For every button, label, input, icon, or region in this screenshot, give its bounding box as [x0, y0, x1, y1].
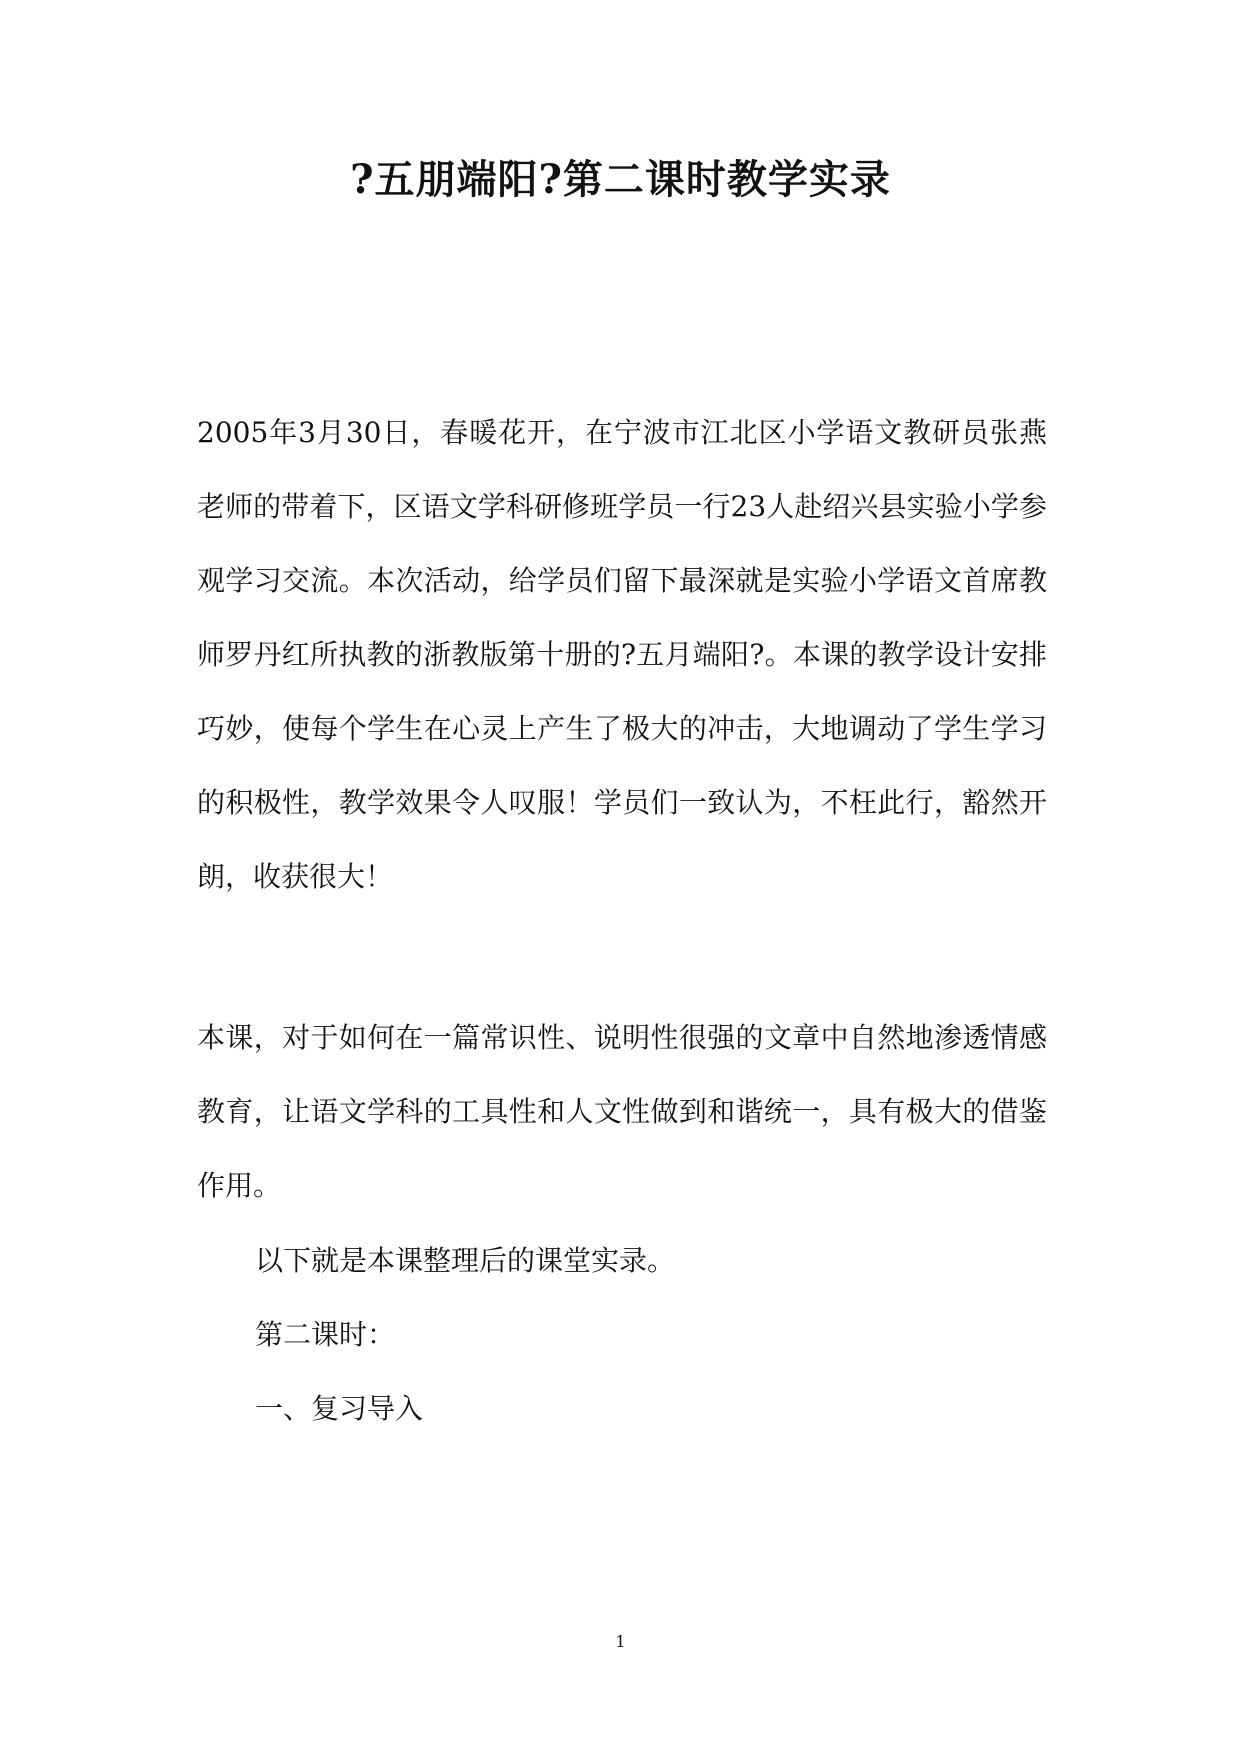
document-title: ?五朋端阳?第二课时教学实录: [350, 156, 891, 203]
body-paragraph: 本课，对于如何在一篇常识性、说明性很强的文章中自然地渗透情感教育，让语文学科的工具性和人文性做到和谐统一，具有极大的借鉴作用。: [197, 1021, 1047, 1202]
indented-line: 以下就是本课整理后的课堂实录。: [255, 1244, 676, 1277]
section-heading: 一、复习导入: [255, 1392, 424, 1425]
body-paragraph: 2005年3月30日，春暖花开，在宁波市江北区小学语文教研员张燕老师的带着下，区语文学科研修班学员一行23人赴绍兴县实验小学参观学习交流。本次活动，给学员们留下最深就是实验小学语文首席教师罗丹红所执教的浙教版第十册的?五月端阳?。本课的教学设计安排巧妙，使每个学生在心灵上产生了极大的冲击，大地调动了学生学习的积极性，教学效果令人叹服！学员们一致认为，不枉此行，豁然开朗，收获很大！: [197, 416, 1047, 893]
section-label: 第二课时：: [255, 1318, 396, 1351]
page-number: 1: [615, 1632, 626, 1651]
